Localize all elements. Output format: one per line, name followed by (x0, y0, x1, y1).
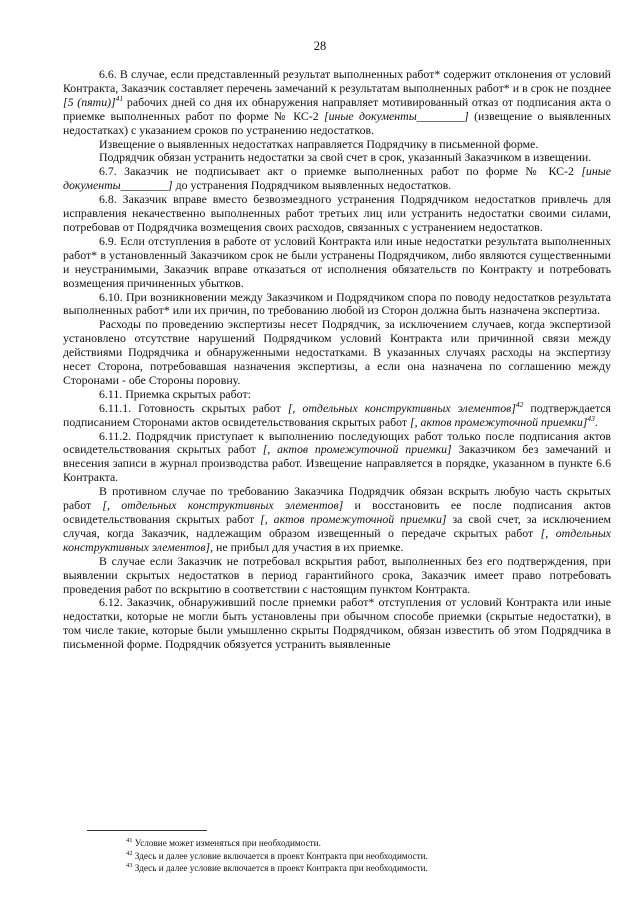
optional-clause: [, актов промежуточной приемки] (260, 512, 447, 526)
optional-clause: [, актов промежуточной приемки] (410, 414, 588, 429)
text-run: 6.7. Заказчик не подписывает акт о приемке выполненных работ по форме № КС-2 (99, 164, 582, 179)
footnote (126, 862, 596, 875)
text-run: 6.9. Если отступления в работе от условий Контракта или иные недостатки результата выполненных работ* в установленный Заказчиком срок не были устранены Подрядчиком, либо являются существенными и неустранимыми, Заказчик вправе отказаться от исполнения обязательств по Контракту и потребовать возмещения причиненных убытков. (63, 233, 611, 290)
text-run: до устранения Подрядчиком выявленных недостатков. (172, 178, 452, 193)
footnote (126, 837, 596, 850)
paragraph (63, 151, 611, 165)
document-body (63, 68, 611, 652)
text-run: 6.11.1. Готовность скрытых работ (99, 400, 288, 415)
optional-clause: [, отдельных конструктивных элементов] (287, 400, 516, 415)
optional-clause: [5 (пяти)] (63, 94, 116, 109)
paragraph (63, 291, 611, 319)
text-run: 6.8. Заказчик вправе вместо безвозмездного устранения Подрядчиком недостатков привлечь для исправления некачественно выполненных работ третьих лиц или устранить недостатки своими силами, потребовав от Подрядчика возмещения своих расходов, связанных с устранением недостатков. (63, 192, 611, 234)
optional-clause: [, отдельных конструктивных элементов] (102, 498, 344, 513)
text-run: (извещение о выявленных недостатках) с указанием сроков по устранению недостатков. (63, 108, 611, 137)
footnote-divider (87, 830, 207, 831)
text-run: В противном случае по требованию Заказчика Подрядчик обязан вскрыть любую часть скрытых работ (63, 484, 611, 513)
text-run: Расходы по проведению экспертизы несет Подрядчик, за исключением случаев, когда экспертизой установлено отсутствие нарушений Подрядчиком условий Контракта или причинной связи между действиями Подрядчика и обнаруженными недостатками. В указанных случаях расходы на экспертизу несет Сторона, потребовавшая назначения экспертизы, а если она назначена по соглашению между Сторонами - обе Стороны поровну. (63, 317, 611, 387)
footnote-number: 42 (126, 849, 133, 857)
paragraph (63, 485, 611, 555)
paragraph (63, 388, 611, 402)
footnote-text: Условие может изменяться при необходимости. (132, 838, 321, 848)
footnote (126, 850, 596, 863)
text-run: подтверждается подписанием Сторонами актов освидетельствования скрытых работ (63, 400, 612, 429)
text-run: Заказчиком без замечаний и внесения записи в журнал производства работ. Извещение направляется в порядке, указанном в пункте 6.6 Контракта. (63, 442, 611, 485)
footnote-text: Здесь и далее условие включается в проект Контракта при необходимости. (132, 850, 428, 861)
optional-clause: [, отдельных конструктивных элементов] (63, 525, 612, 554)
text-run: , не прибыл для участия в их приемке. (210, 539, 404, 554)
footnote-ref: 41 (115, 93, 124, 103)
optional-clause: [, актов промежуточной приемки] (262, 442, 452, 457)
paragraph (63, 318, 611, 388)
paragraph (63, 430, 611, 486)
paragraph (63, 555, 611, 597)
text-run: 6.12. Заказчик, обнаруживший после приемки работ* отступления от условий Контракта или иные недостатки, которые не могли быть установлены при обычном способе приемки (скрытые недостатки), в том числе такие, которые были умышленно скрыты Подрядчиком, обязан известить об этом Подрядчика в письменной форме. Подрядчик обязуется устранить выявленные (63, 595, 611, 652)
paragraph (63, 68, 611, 138)
text-run: 6.6. В случае, если представленный результат выполненных работ* содержит отклонения от условий Контракта, Заказчик составляет перечень замечаний к результатам выполненных работ* и в срок не позднее (63, 67, 611, 95)
text-run: В случае если Заказчик не потребовал вскрытия работ, выполненных без его подтверждения, при выявлении скрытых недостатков в период гарантийного срока, Заказчик имеет право потребовать проведения работ по вскрытию в соответствии с настоящим пунктом Контракта. (63, 553, 611, 596)
optional-clause: [иные документы________] (63, 164, 611, 193)
optional-clause: [иные документы________] (324, 108, 469, 123)
footnote-number: 43 (126, 862, 133, 870)
footnote-number: 41 (126, 837, 133, 844)
paragraph (63, 138, 611, 152)
paragraph (63, 235, 611, 291)
footnote-ref: 42 (515, 399, 524, 409)
footnotes (126, 837, 596, 875)
text-run: за свой счет, за исключением случая, когда Заказчик, надлежащим образом извещенный о передаче скрытых работ (63, 512, 611, 540)
footnote-text: Здесь и далее условие включается в проект Контракта при необходимости. (132, 863, 428, 874)
paragraph (63, 596, 611, 652)
paragraph (63, 165, 611, 193)
paragraph (63, 193, 611, 235)
footnote-ref: 43 (587, 413, 595, 423)
text-run: Подрядчик обязан устранить недостатки за свой счет в срок, указанный Заказчиком в извещении. (99, 150, 592, 165)
paragraph (63, 399, 612, 430)
text-run: 6.11. Приемка скрытых работ: (99, 386, 251, 401)
text-run: рабочих дней со дня их обнаружения направляет мотивированный отказ от подписания акта о приемке выполненных работ по форме № КС-2 (63, 94, 611, 123)
text-run: 6.10. При возникновении между Заказчиком и Подрядчиком спора по поводу недостатков результата выполненных работ* или их причин, по требованию любой из Сторон должна быть назначена экспертиза. (63, 289, 611, 318)
text-run: . (594, 414, 598, 429)
text-run: 6.11.2. Подрядчик приступает к выполнению последующих работ только после подписания актов освидетельствования скрытых работ (63, 428, 611, 457)
page-number: 28 (313, 39, 327, 53)
text-run: и восстановить ее после подписания актов освидетельствования скрытых работ (63, 498, 611, 526)
text-run: Извещение о выявленных недостатках направляется Подрядчику в письменной форме. (99, 136, 539, 151)
